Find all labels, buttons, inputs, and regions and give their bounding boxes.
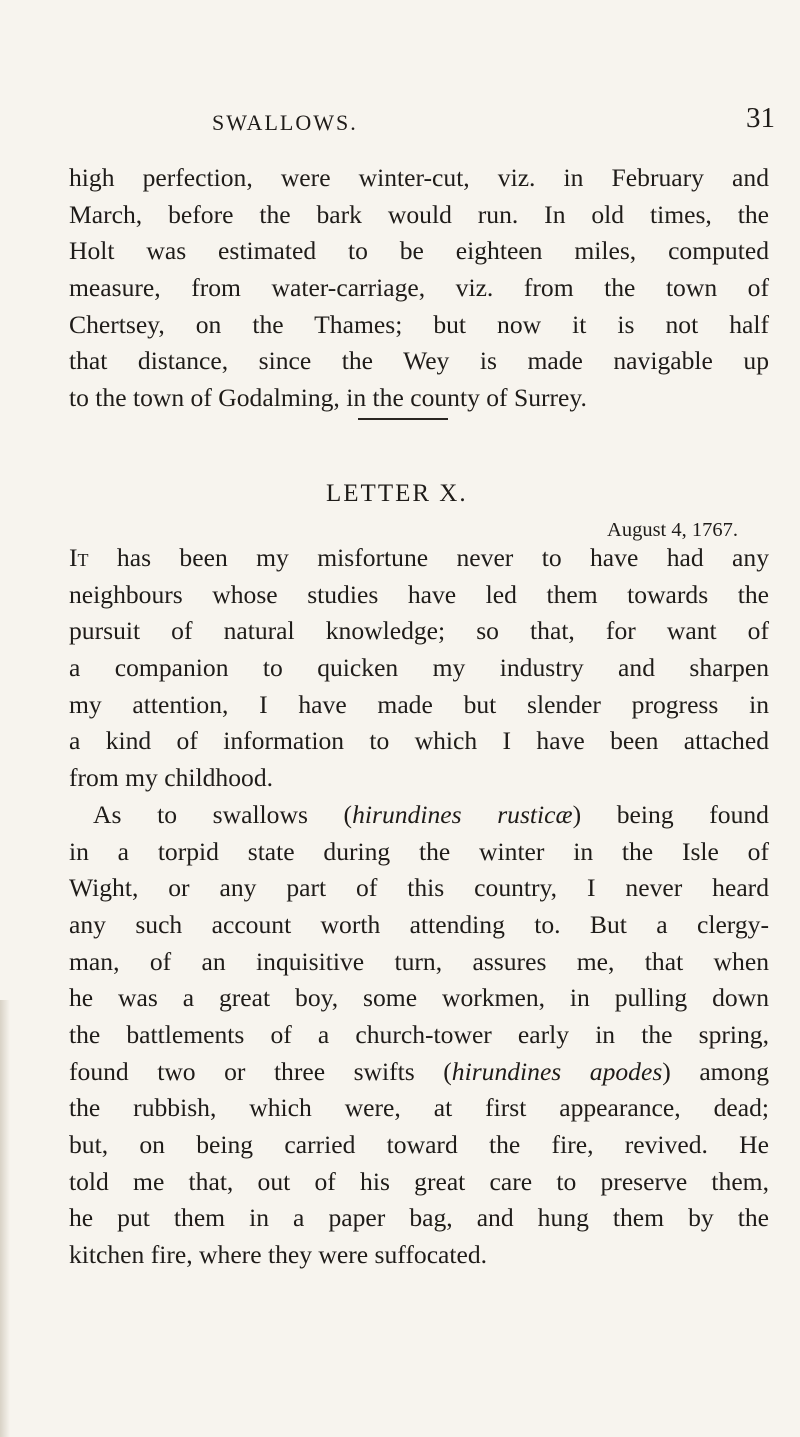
text-line: Chertsey, on the Thames; but now it is not half [69,309,769,339]
text-line: high perfection, were winter-cut, viz. in February and [69,163,769,192]
text-line: kitchen fire, where they were suffocated. [69,1240,488,1270]
intro-paragraph [69,160,769,417]
latin-name: hirundines apodes [451,1056,663,1086]
text-line: in a torpid state during the winter in the Isle of [69,836,769,866]
letter-date: August 4, 1767. [607,519,738,541]
text-line: he was a great boy, some workmen, in pulling down [69,983,769,1013]
text-line: a kind of information to which I have been attached [69,726,769,756]
text-line: Holt was estimated to be eighteen miles, computed [69,236,769,266]
text-line: but, on being carried toward the fire, revived. He [69,1130,769,1159]
text-line: Wight, or any part of this country, I never heard [69,873,769,903]
letter-body [69,540,769,1274]
text-line: It has been my misfortune never to have had any [69,543,769,572]
text-line: my attention, I have made but slender progress in [69,689,769,719]
page-edge-shadow [0,1000,10,1437]
text-line: found two or three swifts (hirundines apodes) among [69,1056,769,1086]
page-number: 31 [746,102,775,134]
text-line: the rubbish, which were, at first appearance, dead; [69,1093,769,1123]
text-line: measure, from water-carriage, viz. from the town of [69,273,769,303]
text-line: any such account worth attending to. But a clergy- [69,909,769,939]
running-head-title: SWALLOWS. [212,110,358,135]
text-line: a companion to quicken my industry and sharpen [69,653,769,683]
letter-heading: LETTER X. [326,480,468,507]
running-head [212,102,787,142]
text-line: told me that, out of his great care to preserve them, [69,1166,769,1196]
text-line: he put them in a paper bag, and hung them by the [69,1203,769,1233]
text-line: man, of an inquisitive turn, assures me, that when [69,946,769,976]
text-line: March, before the bark would run. In old times, the [69,199,769,229]
text-line: that distance, since the Wey is made navigable up [69,346,769,376]
text-line: to the town of Godalming, in the county of Surrey. [69,383,587,413]
text-line: neighbours whose studies have led them towards the [69,579,769,609]
text-line: pursuit of natural knowledge; so that, for want of [69,616,769,646]
text-line: As to swallows (hirundines rusticæ) being found [93,799,769,829]
first-word: It [69,543,89,572]
text-line: the battlements of a church-tower early in the spring, [69,1019,769,1049]
latin-name: hirundines rusticæ [352,799,573,829]
section-divider [358,418,448,420]
text-line: from my childhood. [69,763,274,793]
